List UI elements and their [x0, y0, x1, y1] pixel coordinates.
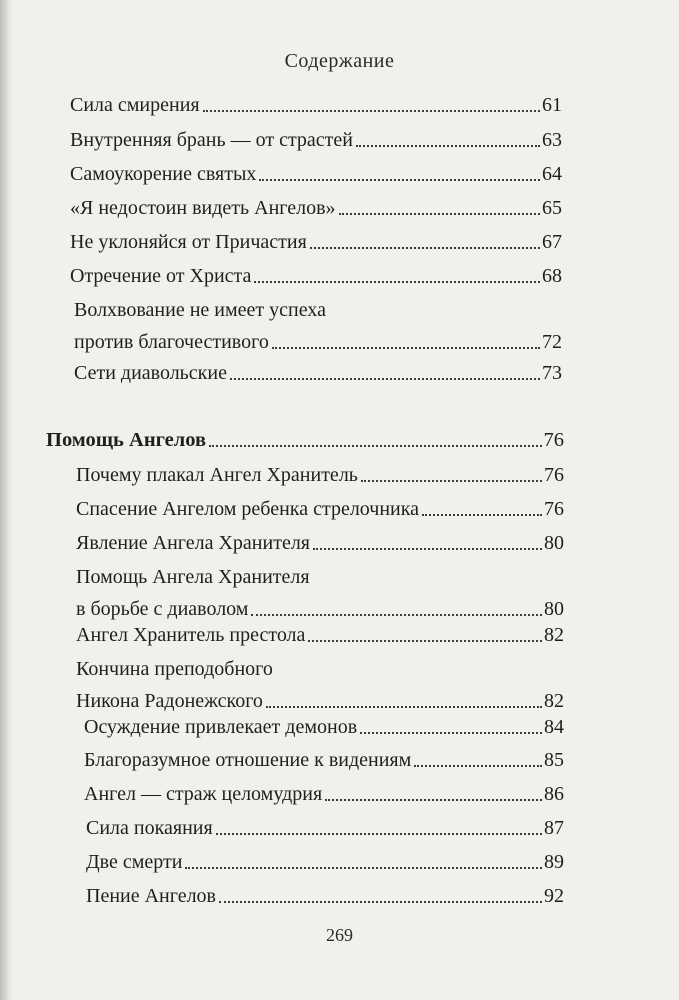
toc-entry-title: Почему плакал Ангел Хранитель [76, 464, 358, 486]
toc-entry-title: Сила смирения [70, 94, 200, 116]
leader-dots [414, 765, 542, 767]
section-page: 76 [543, 429, 564, 451]
toc-entry-title: Явление Ангела Хранителя [76, 532, 311, 554]
toc-entry-page: 84 [544, 716, 564, 738]
leader-dots [185, 867, 542, 869]
toc-entry [84, 781, 564, 807]
toc-entry-page: 73 [542, 362, 562, 384]
toc-entry [70, 263, 562, 289]
toc-entry-title-line2: в борьбе с диаволом [76, 598, 249, 620]
toc-entry-title: Отречение от Христа [70, 265, 252, 287]
toc-entry-page: 92 [544, 885, 564, 907]
leader-dots [230, 378, 540, 380]
toc-entry-page: 76 [544, 464, 564, 486]
toc-entry-page: 80 [544, 598, 564, 620]
leader-dots [313, 548, 542, 550]
toc-entry [84, 714, 564, 740]
toc-entry-title-line1: Помощь Ангела Хранителя [76, 566, 310, 588]
leader-dots [259, 179, 540, 181]
toc-entry-page: 86 [544, 783, 564, 805]
toc-entry [76, 622, 564, 648]
toc-entry-title-line1: Волхвование не имеет успеха [74, 299, 326, 321]
toc-entry-title-line1: Кончина преподобного [76, 658, 273, 680]
page-gutter-shadow [0, 0, 14, 1000]
toc-entry-page: 89 [544, 851, 564, 873]
toc-entry [74, 297, 562, 355]
toc-entry [86, 883, 564, 909]
leader-dots [216, 833, 542, 835]
toc-entry-page: 64 [542, 163, 562, 185]
toc-entry-title: Не уклоняйся от Причастия [70, 231, 307, 253]
leader-dots [325, 799, 542, 801]
toc-entry-page: 76 [544, 498, 564, 520]
toc-entry [86, 849, 564, 875]
toc-entry-page: 68 [542, 265, 562, 287]
toc-entry-page: 63 [542, 129, 562, 151]
toc-entry-title: Внутренняя брань — от страстей [70, 129, 353, 151]
toc-entry [76, 656, 564, 714]
leader-dots [422, 514, 542, 516]
toc-entry-title: Пение Ангелов [86, 885, 216, 907]
leader-dots [272, 347, 540, 349]
leader-dots [360, 732, 542, 734]
toc-entry-page: 87 [544, 817, 564, 839]
section-title: Помощь Ангелов [46, 429, 207, 451]
leader-dots [209, 445, 541, 447]
toc-entry-page: 61 [542, 94, 562, 116]
leader-dots [310, 247, 540, 249]
toc-entry [70, 92, 562, 118]
toc-entry [76, 564, 564, 622]
toc-entry-page: 67 [542, 231, 562, 253]
toc-entry-title-line2: Никона Радонежского [76, 690, 263, 712]
page-number: 269 [326, 925, 353, 945]
toc-entry [84, 747, 564, 773]
leader-dots [339, 213, 540, 215]
toc-entry [74, 360, 562, 386]
leader-dots [251, 614, 542, 616]
toc-entry [86, 815, 564, 841]
leader-dots [219, 901, 542, 903]
toc-entry-title: Сети диавольские [74, 362, 227, 384]
toc-entry [76, 462, 564, 488]
toc-entry [70, 127, 562, 153]
toc-entry-title: Самоукорение святых [70, 163, 257, 185]
toc-entry-title: Ангел Хранитель престола [76, 624, 306, 646]
toc-entry [70, 195, 562, 221]
toc-entry-page: 80 [544, 532, 564, 554]
leader-dots [356, 145, 540, 147]
toc-entry [76, 496, 564, 522]
leader-dots [254, 281, 540, 283]
toc-entry-title: Две смерти [86, 851, 183, 873]
toc-entry [70, 161, 562, 187]
toc-entry-title: Благоразумное отношение к видениям [84, 749, 412, 771]
toc-entry [70, 229, 562, 255]
toc-entry-title: Ангел — страж целомудрия [84, 783, 323, 805]
toc-entry [76, 530, 564, 556]
toc-entry-title: Осуждение привлекает демонов [84, 716, 358, 738]
toc-entry-page: 65 [542, 197, 562, 219]
toc-entry-title: Сила покаяния [86, 817, 213, 839]
toc-entry-page: 82 [544, 624, 564, 646]
leader-dots [266, 706, 542, 708]
running-header: Содержание [284, 50, 395, 72]
toc-entry-title-line2: против благочестивого [74, 331, 269, 353]
toc-section-heading [46, 427, 564, 453]
toc-entry-title: «Я недостоин видеть Ангелов» [70, 197, 336, 219]
leader-dots [361, 480, 542, 482]
toc-entry-page: 82 [544, 690, 564, 712]
toc-entry-page: 72 [542, 331, 562, 353]
toc-entry-page: 85 [544, 749, 564, 771]
leader-dots [203, 110, 540, 112]
toc-entry-title: Спасение Ангелом ребенка стрелочника [76, 498, 420, 520]
leader-dots [308, 640, 542, 642]
